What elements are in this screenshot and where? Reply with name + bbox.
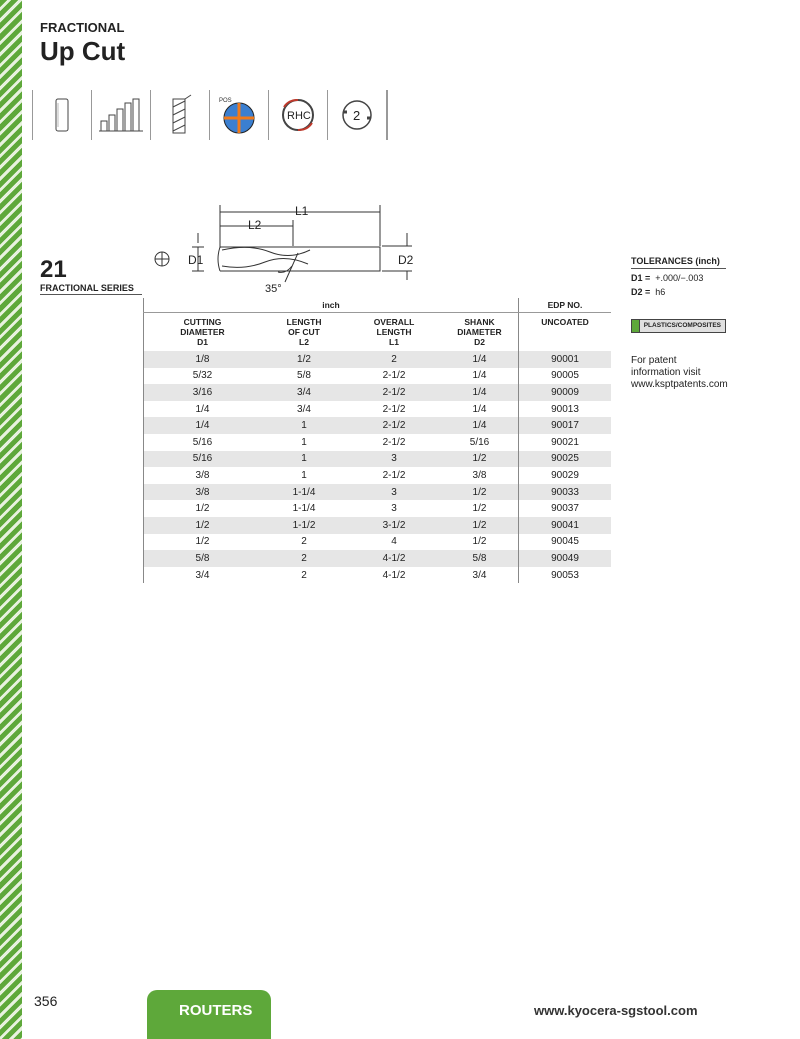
table-cell: 1/2 (144, 500, 262, 517)
table-cell: 3-1/2 (347, 517, 441, 534)
table-cell: 1-1/4 (292, 503, 316, 515)
table-cell: 3/8 (144, 484, 262, 501)
table-cell: 90053 (519, 567, 612, 584)
tolerance-d1: D1 = +.000/−.003 (631, 273, 704, 283)
table-cell: 1/4 (441, 351, 519, 368)
l2-label: L2 (248, 218, 262, 232)
table-cell: 90013 (519, 401, 612, 418)
table-cell: 1/2 (441, 451, 519, 468)
table-cell: 5/16 (144, 434, 262, 451)
series-rule (40, 294, 142, 295)
table-cell: 3/4 (472, 569, 487, 581)
table-cell: 1/4 (472, 370, 487, 382)
table-cell: 3/4 (144, 567, 262, 584)
table-cell: 1/4 (472, 403, 487, 415)
tool-diagram (150, 200, 420, 295)
table-cell: 90025 (519, 451, 612, 468)
flutes-icon (327, 90, 386, 140)
table-row (144, 351, 612, 368)
table-row (144, 434, 612, 451)
table-cell: 2-1/2 (347, 384, 441, 401)
table-cell: 1-1/4 (261, 484, 347, 501)
patent-note: For patent information visit www.ksptpatents.com (631, 355, 728, 390)
table-cell: 1/2 (144, 517, 262, 534)
table-cell: 90033 (519, 484, 612, 501)
table-cell: 3/8 (144, 467, 262, 484)
tolerance-d2: D2 = h6 (631, 287, 666, 297)
table-cell: 3 (347, 484, 441, 501)
col-overall-length: OVERALL LENGTH L1 (373, 317, 415, 347)
table-cell: 1/2 (144, 534, 262, 551)
tolerances-panel (631, 256, 726, 391)
table-row (144, 500, 612, 517)
table-cell: 1/4 (441, 417, 519, 434)
table-cell: 3/4 (261, 384, 347, 401)
table-cell: 1 (261, 451, 347, 468)
pos-label: POS (219, 98, 232, 104)
table-cell: 90045 (519, 534, 612, 551)
size-range-icon (91, 90, 150, 140)
table-row (144, 384, 612, 401)
table-row (144, 567, 612, 584)
feature-icons (32, 90, 388, 140)
table-cell: 3/16 (144, 384, 262, 401)
table-cell: 90005 (519, 368, 612, 385)
page-title: Up Cut (40, 36, 126, 66)
table-cell: 2-1/2 (382, 370, 406, 382)
group-inch: inch (144, 298, 519, 313)
table-cell: 1/4 (441, 384, 519, 401)
header-row (144, 313, 612, 352)
table-cell: 2 (347, 351, 441, 368)
group-edp: EDP NO. (519, 298, 612, 313)
table-row (144, 368, 612, 385)
table-cell: 2-1/2 (382, 403, 406, 415)
table-cell: 5/8 (441, 550, 519, 567)
table-row (144, 451, 612, 468)
spec-table (143, 298, 611, 583)
spec-table-body (144, 351, 612, 583)
table-cell: 1/2 (441, 484, 519, 501)
col-uncoated: UNCOATED (519, 313, 612, 352)
helix-angle-label: 35° (265, 283, 282, 295)
table-row (144, 417, 612, 434)
flutes-count: 2 (353, 108, 361, 123)
table-cell: 1 (301, 469, 307, 481)
table-cell: 90009 (519, 384, 612, 401)
tolerances-title: TOLERANCES (inch) (631, 256, 726, 269)
series-label: FRACTIONAL SERIES (40, 283, 134, 293)
table-cell: 5/8 (144, 550, 262, 567)
material-badge (631, 319, 726, 333)
table-row (144, 517, 612, 534)
table-cell: 5/8 (297, 370, 311, 382)
page-number: 356 (34, 993, 58, 1009)
side-stripe (0, 0, 22, 1039)
table-cell: 90049 (519, 550, 612, 567)
rhc-icon (268, 90, 327, 140)
table-cell: 2 (301, 536, 307, 548)
table-cell: 5/16 (144, 451, 262, 468)
table-cell: 4 (391, 536, 397, 548)
table-row (144, 534, 612, 551)
table-row (144, 484, 612, 501)
table-cell: 90037 (519, 500, 612, 517)
col-length-of-cut: LENGTH OF CUT L2 (286, 317, 322, 347)
table-cell: 2-1/2 (382, 436, 406, 448)
table-cell: 1/2 (441, 517, 519, 534)
table-row (144, 467, 612, 484)
table-cell: 1 (301, 436, 307, 448)
footer-url[interactable]: www.kyocera-sgstool.com (534, 1003, 698, 1018)
table-cell: 1/2 (472, 536, 487, 548)
table-cell: 90041 (519, 517, 612, 534)
icons-end-divider (386, 90, 388, 140)
table-cell: 3/8 (472, 469, 487, 481)
table-cell: 1/2 (261, 351, 347, 368)
table-cell: 90021 (519, 434, 612, 451)
table-cell: 1 (261, 417, 347, 434)
table-cell: 2 (301, 569, 307, 581)
col-cutting-diameter: CUTTING DIAMETER D1 (144, 313, 262, 352)
table-cell: 4-1/2 (347, 550, 441, 567)
table-cell: 4-1/2 (382, 569, 406, 581)
patent-link[interactable]: www.ksptpatents.com (631, 379, 728, 390)
section-tab[interactable] (147, 990, 271, 1039)
material-swatch (631, 319, 640, 333)
table-row (144, 401, 612, 418)
table-cell: 1/8 (144, 351, 262, 368)
shank-icon (32, 90, 91, 140)
table-cell: 1-1/2 (261, 517, 347, 534)
col-shank-diameter: SHANK DIAMETER D2 (457, 317, 502, 347)
table-cell: 90017 (519, 417, 612, 434)
series-number: 21 (40, 256, 67, 283)
rhc-label: RHC (287, 110, 311, 122)
helix-icon (150, 90, 209, 140)
table-cell: 1/2 (472, 503, 487, 515)
table-cell: 2 (261, 550, 347, 567)
d2-label: D2 (398, 253, 414, 267)
d1-label: D1 (188, 253, 204, 267)
table-cell: 90001 (519, 351, 612, 368)
table-cell: 90029 (519, 467, 612, 484)
section-label: ROUTERS (179, 1002, 253, 1019)
table-cell: 2-1/2 (382, 469, 406, 481)
table-cell: 1/4 (144, 417, 262, 434)
table-cell: 3 (347, 451, 441, 468)
category-label: FRACTIONAL (40, 20, 125, 35)
table-row (144, 550, 612, 567)
table-cell: 2-1/2 (347, 417, 441, 434)
table-cell: 3/4 (297, 403, 311, 415)
table-cell: 5/16 (469, 436, 490, 448)
pos-geometry-icon (209, 90, 268, 140)
material-label: PLASTICS/COMPOSITES (640, 319, 726, 333)
table-cell: 1/4 (144, 401, 262, 418)
table-cell: 5/32 (144, 368, 262, 385)
l1-label: L1 (295, 204, 309, 218)
table-cell: 3 (391, 503, 397, 515)
